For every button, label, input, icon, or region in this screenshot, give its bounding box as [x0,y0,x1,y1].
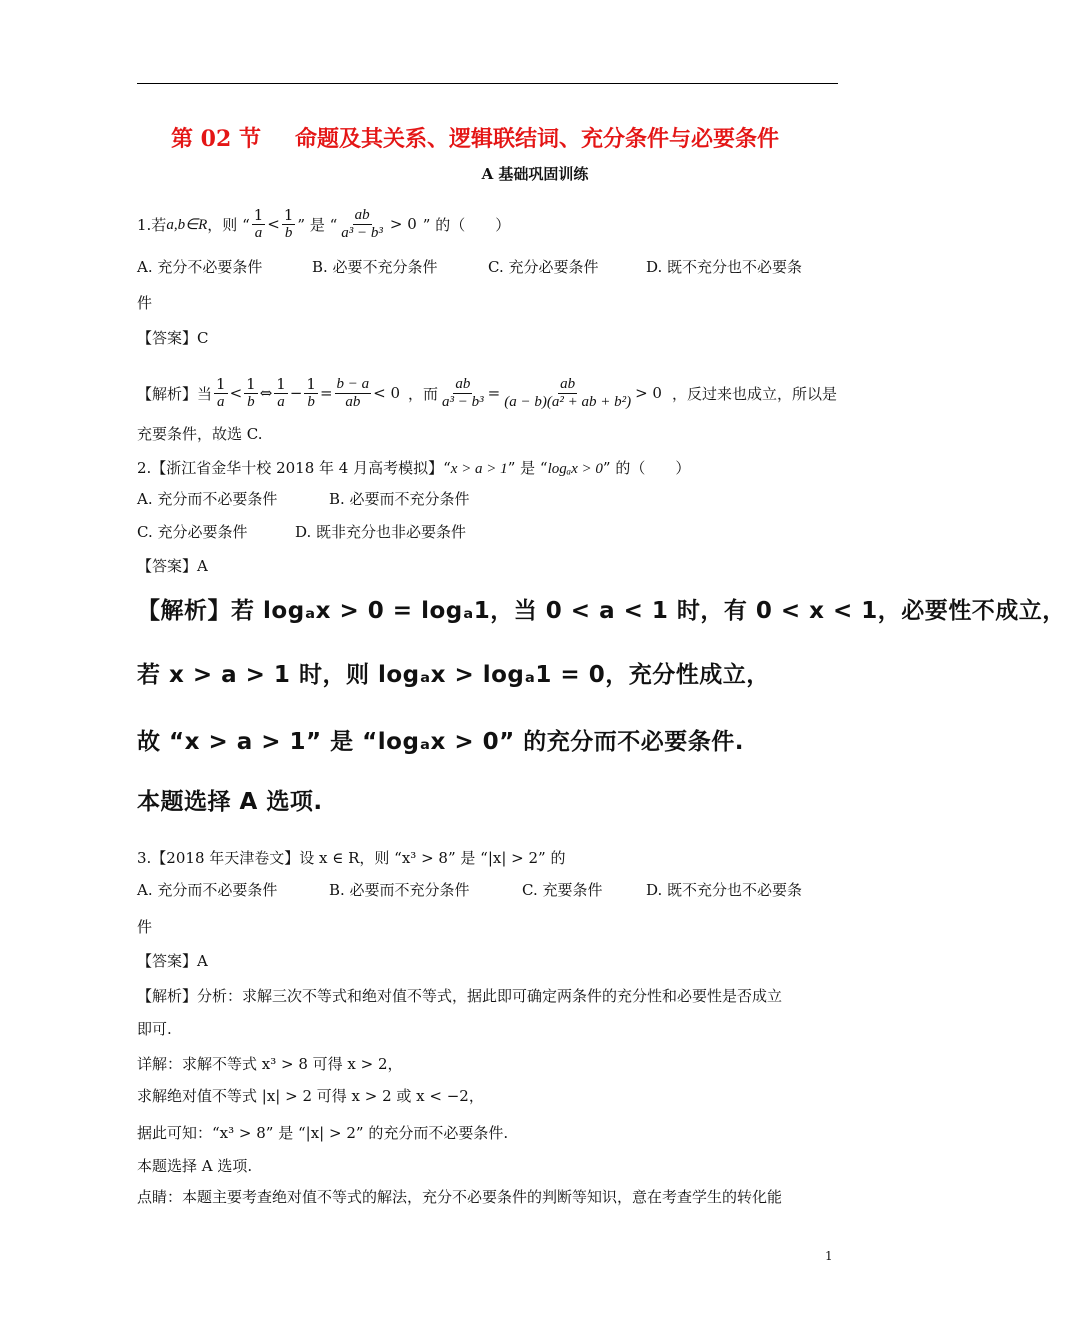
page-subtitle: A 基础巩固训练 [481,165,589,183]
q3-detail-3: 据此可知：“x³ > 8” 是 “|x| > 2” 的充分而不必要条件. [137,1124,509,1142]
q2-option-b: B. 必要而不充分条件 [329,490,470,508]
q2-stem: 2.【浙江省金华十校 2018 年 4 月高考模拟】“x > a > 1” 是 “logₐx > 0” 的（ ） [137,459,691,477]
q1-option-d: D. 既不充分也不必要条 [646,258,803,276]
q1-option-c: C. 充分必要条件 [488,258,599,276]
page-title [0,122,950,153]
q2-answer: 【答案】A [137,557,208,575]
q3-option-a: A. 充分而不必要条件 [137,881,278,899]
q3-explanation-line1b: 即可. [137,1020,172,1038]
q2-option-a: A. 充分而不必要条件 [137,490,278,508]
q3-explanation-line1: 【解析】分析：求解三次不等式和绝对值不等式，据此即可确定两条件的充分性和必要性是否成立 [137,987,783,1005]
q3-detail-1: 详解：求解不等式 x³ > 8 可得 x > 2， [137,1055,403,1073]
q3-stem: 3.【2018 年天津卷文】设 x ∈ R，则 “x³ > 8” 是 “|x| > 2” 的 [137,849,566,867]
q1-option-d-wrap: 件 [137,294,153,312]
q1-explanation: 【解析】当 $\frac{1}{a}$ < $\frac{1}{b}$ ⇔ $\frac{1}{a}$ − $\frac{1}{b}$ = $\frac{b - a}{ab}$ < 0 ，而 $\frac{ab}{\text{a³ − b³}}$ = $\frac{ab}{\text{(a − b)(a² + ab + b²)}}$ > 0 ，反过来也成立，所以是 [137,375,837,410]
q3-answer: 【答案】A [137,952,208,970]
q2-explanation-line1: 【解析】若 logₐx > 0 = logₐ1，当 0 < a < 1 时，有 0 < x < 1，必要性不成立， [137,598,1066,624]
q1-frac-ab: $\frac{ab}{\text{a³ − b³}}$ [341,207,383,241]
q3-option-b: B. 必要而不充分条件 [329,881,470,899]
q1-option-b: B. 必要不充分条件 [312,258,438,276]
section-number: 第 02 节 [171,126,261,152]
q1-option-a: A. 充分不必要条件 [137,258,263,276]
page-number: 1 [825,1249,833,1263]
q1-explanation-line2: 充要条件，故选 C. [137,425,263,443]
q2-option-c: C. 充分必要条件 [137,523,248,541]
q3-option-d: D. 既不充分也不必要条 [646,881,803,899]
q3-detail-5: 点睛：本题主要考查绝对值不等式的解法，充分不必要条件的判断等知识，意在考查学生的转化能 [137,1188,783,1206]
q1-stem: 1.若 a,b∈R ，则 “ $\frac{1}{a}$ < $\frac{1}{b}$ ” 是 “ $\frac{ab}{\text{a³ − b³}}$ > 0 ” 的（ ） [137,206,511,241]
header-rule [137,83,838,84]
q1-frac-1a: $\frac{1}{a}$ [253,206,264,241]
q3-option-c: C. 充要条件 [522,881,603,899]
q2-explanation-line3: 故 “x > a > 1” 是 “logₐx > 0” 的充分而不必要条件. [137,729,744,755]
q2-option-d: D. 既非充分也非必要条件 [295,523,467,541]
q3-option-d-wrap: 件 [137,918,153,936]
q2-explanation-line4: 本题选择 A 选项. [137,789,323,815]
section-topic: 命题及其关系、逻辑联结词、充分条件与必要条件 [294,126,779,152]
q3-detail-4: 本题选择 A 选项. [137,1157,253,1175]
q1-frac-1b: $\frac{1}{b}$ [283,206,294,241]
q3-detail-2: 求解绝对值不等式 |x| > 2 可得 x > 2 或 x < −2， [137,1087,484,1105]
q2-explanation-line2: 若 x > a > 1 时，则 logₐx > logₐ1 = 0，充分性成立， [137,662,770,688]
q1-answer: 【答案】C [137,329,209,347]
